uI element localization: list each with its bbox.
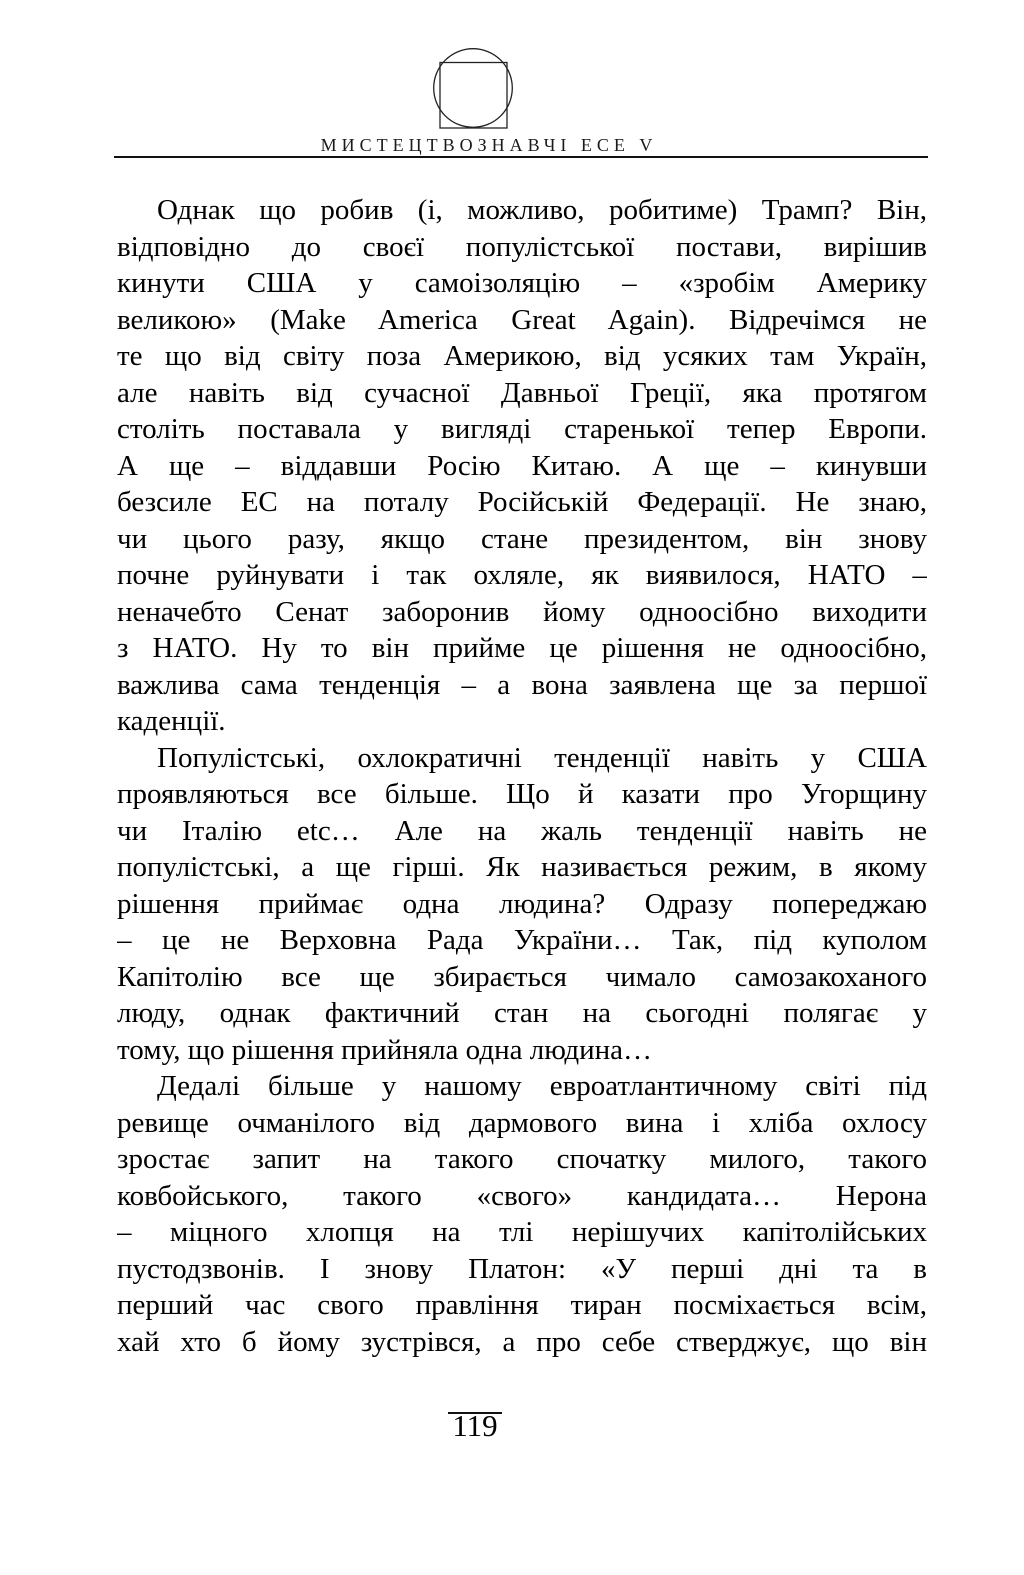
circle-square-logo-icon xyxy=(433,47,513,129)
text-line: неначебто Сенат заборонив йому одноосібно виходити xyxy=(117,595,927,628)
text-line: рішення приймає одна людина? Одразу попереджаю xyxy=(117,887,927,920)
text-line: зростає запит на такого спочатку милого, такого xyxy=(117,1143,927,1175)
text-line: Дедалі більше у нашому евроатлантичному світі під xyxy=(157,1070,927,1102)
text-line: хай хто б йому зустрівся, а про себе стверджує, що він xyxy=(117,1325,927,1358)
paragraph xyxy=(117,1068,927,1360)
text-line: каденції. xyxy=(117,705,226,737)
text-line: ковбойського, такого «свого» кандидата… Нерона xyxy=(117,1179,927,1212)
text-line: безсиле ЕС на поталу Російській Федерації. Не знаю, xyxy=(117,486,927,518)
text-line: пустодзвонів. І знову Платон: «У перші дні та в xyxy=(117,1252,927,1285)
text-line: Капітолію все ще збирається чимало самозакоханого xyxy=(117,960,927,993)
page-number: 119 xyxy=(452,1408,498,1443)
text-line: століть поставала у вигляді старенької тепер Европи. xyxy=(117,413,927,445)
text-line: те що від світу поза Америкою, від усяких там Україн, xyxy=(117,340,927,372)
text-line: відповідно до своєї популістської постави, вирішив xyxy=(117,230,927,263)
text-line: ревище очманілого від дармового вина і хліба охлосу xyxy=(117,1106,927,1139)
text-line: тому, що рішення прийняла одна людина… xyxy=(117,1033,653,1066)
text-line: чи Італію etc… Але на жаль тенденції навіть не xyxy=(117,814,927,847)
text-line: Однак що робив (і, можливо, робитиме) Трамп? Він, xyxy=(157,194,927,226)
text-line: кинути США у самоізоляцію – «зробім Америку xyxy=(117,267,927,299)
text-line: популістські, а ще гірші. Як називається режим, в якому xyxy=(117,851,927,883)
text-line: Популістські, охлократичні тенденції навіть у США xyxy=(157,741,927,774)
text-line: великою» (Make America Great Again). Відречімся не xyxy=(117,303,927,336)
body-text xyxy=(117,192,927,1360)
text-line: чи цього разу, якщо стане президентом, він знову xyxy=(117,522,927,555)
text-line: але навіть від сучасної Давньої Греції, яка протягом xyxy=(117,376,927,409)
text-line: почне руйнувати і так охляле, як виявилося, НАТО – xyxy=(117,559,927,591)
text-line: А ще – віддавши Росію Китаю. А ще – кинувши xyxy=(117,449,927,482)
text-line: проявляються все більше. Що й казати про Угорщину xyxy=(117,778,927,810)
running-header-title: МИСТЕЦТВОЗНАВЧІ ЕСЕ V xyxy=(320,135,658,155)
text-line: – це не Верховна Рада України… Так, під куполом xyxy=(117,924,927,956)
paragraph xyxy=(117,740,927,1069)
paragraph xyxy=(117,192,927,740)
text-line: важлива сама тенденція – а вона заявлена ще за першої xyxy=(117,668,927,701)
text-line: з НАТО. Ну то він прийме це рішення не одноосібно, xyxy=(117,632,927,664)
header-rule xyxy=(114,156,928,158)
text-line: люду, однак фактичний стан на сьогодні полягає у xyxy=(117,997,927,1029)
text-line: перший час свого правління тиран посміхається всім, xyxy=(117,1289,927,1321)
text-line: – міцного хлопця на тлі нерішучих капітолійських xyxy=(117,1216,927,1248)
